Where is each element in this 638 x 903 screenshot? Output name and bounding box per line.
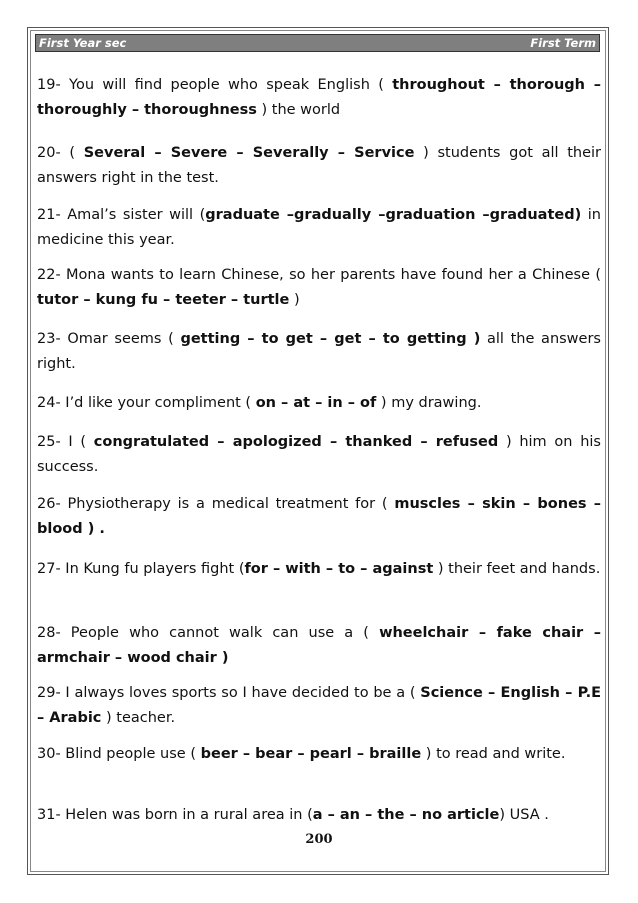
question-25 xyxy=(37,430,601,480)
answer-options: wheelchair – fake chair – armchair – wood chair ) xyxy=(37,625,601,666)
question-19 xyxy=(37,73,601,123)
header-left-text: First Year sec xyxy=(39,36,127,50)
answer-options: getting – to get – get – to getting ) xyxy=(180,331,481,347)
answer-options: throughout – thorough – thoroughly – thoroughness xyxy=(37,77,601,118)
question-20 xyxy=(37,141,601,191)
question-21 xyxy=(37,203,601,253)
answer-options: for – with – to – against xyxy=(244,561,434,577)
page-number: 200 xyxy=(305,832,333,847)
answer-options: tutor – kung fu – teeter – turtle xyxy=(37,292,290,308)
question-text: 24- I’d like your compliment ( xyxy=(37,395,256,411)
question-26 xyxy=(37,492,601,542)
question-22 xyxy=(37,263,601,313)
question-text: ) him on his success. xyxy=(37,434,601,475)
question-text: 21- Amal’s sister will ( xyxy=(37,207,206,223)
question-text: 30- Blind people use ( xyxy=(37,746,201,762)
question-24 xyxy=(37,391,601,416)
question-text: ) teacher. xyxy=(101,710,176,726)
page-header xyxy=(35,34,600,52)
answer-options: on – at – in – of xyxy=(255,395,377,411)
answer-options: beer – bear – pearl – braille xyxy=(200,746,422,762)
question-text: ) students got all their answers right in the test. xyxy=(37,145,601,186)
question-text: 28- People who cannot walk can use a ( xyxy=(37,625,380,641)
answer-options: congratulated – apologized – thanked – refused xyxy=(93,434,499,450)
answer-options: graduate –gradually –graduation –graduated) xyxy=(205,207,582,223)
question-text: ) to read and write. xyxy=(421,746,566,762)
answer-options: Several – Severe – Severally – Service xyxy=(83,145,415,161)
question-text: ) xyxy=(289,292,300,308)
question-text: all the answers right. xyxy=(37,331,601,372)
question-text: ) their feet and hands. xyxy=(433,561,601,577)
question-text: 20- ( xyxy=(37,145,84,161)
question-text: 25- I ( xyxy=(37,434,94,450)
answer-options: Science – English – P.E – Arabic xyxy=(37,685,601,726)
header-right-text: First Term xyxy=(530,36,596,50)
question-29 xyxy=(37,681,601,731)
question-30 xyxy=(37,742,601,767)
question-text: in medicine this year. xyxy=(37,207,602,248)
question-28 xyxy=(37,621,601,671)
question-text: 26- Physiotherapy is a medical treatment for ( xyxy=(37,496,395,512)
question-text: 31- Helen was born in a rural area in ( xyxy=(37,807,313,823)
question-text: 29- I always loves sports so I have decided to be a ( xyxy=(37,685,421,701)
answer-options: a – an – the – no article xyxy=(312,807,500,823)
question-text: ) USA . xyxy=(499,807,549,823)
question-23 xyxy=(37,327,601,377)
question-text: ) my drawing. xyxy=(376,395,482,411)
question-text: 19- You will find people who speak English ( xyxy=(37,77,393,93)
question-text: 22- Mona wants to learn Chinese, so her parents have found her a Chinese ( xyxy=(37,267,601,283)
answer-options: muscles – skin – bones – blood ) . xyxy=(37,496,602,537)
question-text: 23- Omar seems ( xyxy=(37,331,181,347)
question-31 xyxy=(37,803,601,828)
question-text: ) the world xyxy=(256,102,341,118)
question-27 xyxy=(37,557,601,582)
question-text: 27- In Kung fu players fight ( xyxy=(37,561,245,577)
